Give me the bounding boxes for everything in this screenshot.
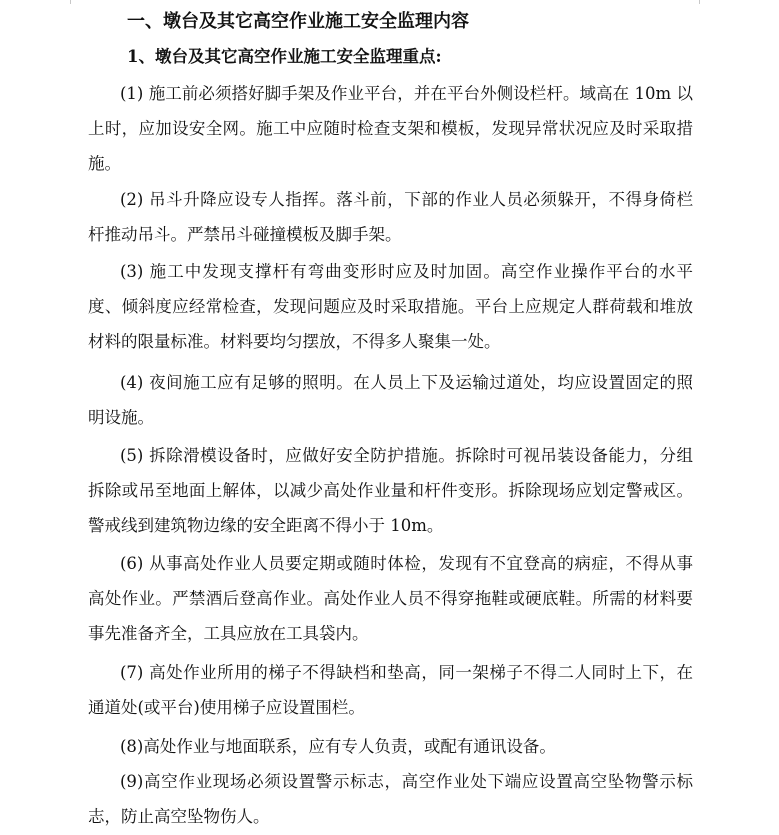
paragraph-4: (4) 夜间施工应有足够的照明。在人员上下及运输过道处，均应设置固定的照明设施。	[88, 373, 693, 427]
margin-corner-mark-right	[699, 0, 714, 4]
paragraph-2: (2) 吊斗升降应设专人指挥。落斗前，下部的作业人员必须躲开，不得身倚栏杆推动吊斗。严禁吊斗碰撞模板及脚手架。	[88, 190, 693, 244]
paragraph-7: (7) 高处作业所用的梯子不得缺档和垫高，同一架梯子不得二人同时上下，在通道处(或平台)使用梯子应设置围栏。	[88, 663, 693, 717]
subsection-heading: 1、墩台及其它高空作业施工安全监理重点:	[127, 47, 442, 66]
paragraph-6: (6) 从事高处作业人员要定期或随时体检，发现有不宜登高的病症，不得从事高处作业。严禁酒后登高作业。高处作业人员不得穿拖鞋或硬底鞋。所需的材料要事先准备齐全，工具应放在工具袋内。	[88, 554, 693, 643]
paragraph-3: (3) 施工中发现支撑杆有弯曲变形时应及时加固。高空作业操作平台的水平度、倾斜度应经常检查，发现问题应及时采取措施。平台上应规定人群荷载和堆放材料的限量标准。材料要均匀摆放，不得多人聚集一处。	[88, 262, 693, 351]
paragraph-8: (8)高处作业与地面联系，应有专人负责，或配有通讯设备。	[120, 737, 556, 756]
paragraph-9: (9)高空作业现场必须设置警示标志，高空作业处下端应设置高空坠物警示标志，防止高空坠物伤人。	[88, 772, 693, 826]
section-heading: 一、墩台及其它高空作业施工安全监理内容	[127, 11, 469, 32]
paragraph-5: (5) 拆除滑模设备时，应做好安全防护措施。拆除时可视吊装设备能力，分组拆除或吊至地面上解体，以减少高处作业量和杆件变形。拆除现场应划定警戒区。警戒线到建筑物边缘的安全距离不得小于 10m。	[88, 446, 693, 535]
paragraph-1: (1) 施工前必须搭好脚手架及作业平台，并在平台外侧设栏杆。域高在 10m 以上时，应加设安全网。施工中应随时检查支架和模板，发现异常状况应及时采取措施。	[88, 84, 693, 173]
margin-corner-mark-left	[56, 0, 71, 4]
